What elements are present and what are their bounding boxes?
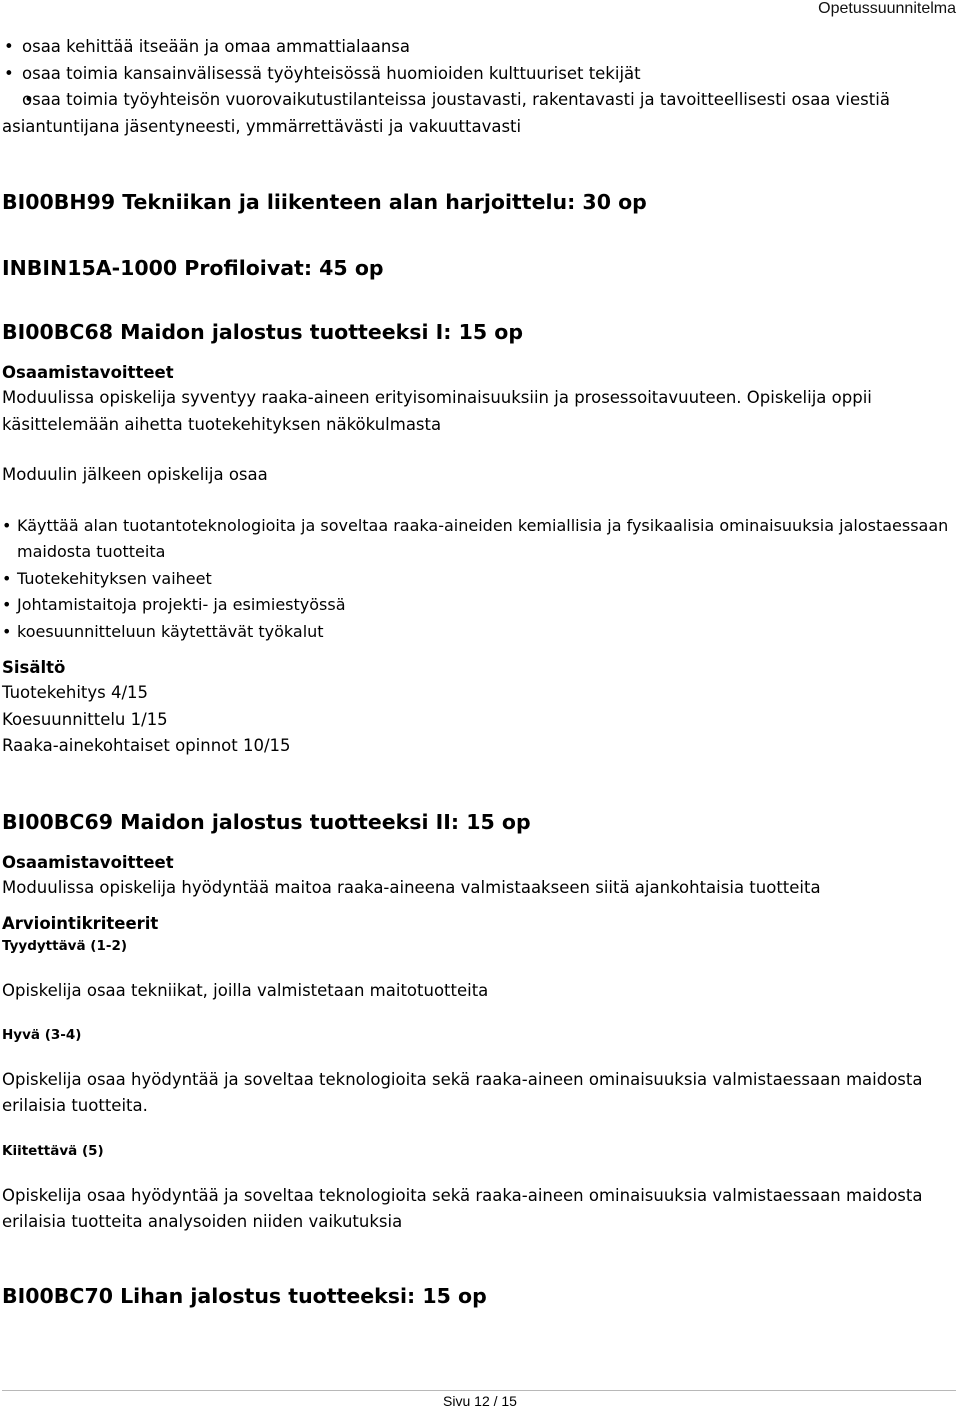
page-number: Sivu 12 / 15 — [443, 1393, 517, 1409]
list-item: • osaa toimia työyhteisön vuorovaikutustilanteissa joustavasti, rakentavasti ja tavoitteellisesti osaa viestiä asiantuntijana jäsentyneesti, ymmärrettävästi ja vakuuttavasti — [2, 87, 952, 140]
section-title-bh99: BI00BH99 Tekniikan ja liikenteen alan harjoittelu: 30 op — [2, 190, 647, 214]
content-line: Tuotekehitys 4/15 — [2, 683, 149, 702]
page-content — [2, 34, 952, 1310]
outcomes-text: Moduulissa opiskelija hyödyntää maitoa raaka-aineena valmistaakseen siitä ajankohtaisia tuotteita — [2, 877, 821, 897]
after-module-text: Moduulin jälkeen opiskelija osaa — [2, 465, 268, 484]
section-title-bc68: BI00BC68 Maidon jalostus tuotteeksi I: 15 op — [2, 320, 524, 344]
list-item: • Tuotekehityksen vaiheet — [2, 566, 952, 593]
content-line: Koesuunnittelu 1/15 — [2, 709, 168, 729]
list-item: • osaa kehittää itseään ja omaa ammattialaansa — [2, 34, 952, 61]
list-item: • koesuunnitteluun käytettävät työkalut — [2, 619, 952, 646]
content-line: Raaka-ainekohtaiset opinnot 10/15 — [2, 736, 291, 755]
list-item: • Johtamistaitoja projekti- ja esimiestyössä — [2, 592, 952, 619]
section-title-bc69: BI00BC69 Maidon jalostus tuotteeksi II: 15 op — [2, 809, 531, 834]
outcomes-heading: Osaamistavoitteet — [2, 363, 174, 382]
section-title-inbin: INBIN15A-1000 Profiloivat: 45 op — [2, 256, 384, 280]
skills-bullet-list — [2, 513, 952, 646]
outcomes-text: Moduulissa opiskelija syventyy raaka-aineen erityisominaisuuksiin ja prosessoitavuuteen. Opiskelija oppii käsittelemään aihetta tuotekehityksen näkökulmasta — [2, 388, 872, 434]
content-heading: Sisältö — [2, 658, 66, 677]
grade-label: Tyydyttävä (1-2) — [2, 938, 128, 954]
footer-divider — [2, 1390, 956, 1391]
grade-text: Opiskelija osaa tekniikat, joilla valmistetaan maitotuotteita — [2, 981, 489, 1000]
criteria-heading: Arviointikriteerit — [2, 914, 159, 933]
grade-label: Kiitettävä (5) — [2, 1142, 104, 1159]
grade-label: Hyvä (3-4) — [2, 1026, 82, 1043]
outcomes-heading: Osaamistavoitteet — [2, 852, 174, 872]
intro-bullet-list — [2, 34, 952, 140]
grade-text: Opiskelija osaa hyödyntää ja soveltaa teknologioita sekä raaka-aineen ominaisuuksia valmistaessaan maidosta erilaisia tuotteita. — [2, 1069, 923, 1115]
list-item: • Käyttää alan tuotantoteknologioita ja soveltaa raaka-aineiden kemiallisia ja fysikaalisia ominaisuuksia jalostaessaan maidosta tuotteita — [2, 513, 952, 566]
section-title-bc70: BI00BC70 Lihan jalostus tuotteeksi: 15 op — [2, 1283, 487, 1308]
grade-text: Opiskelija osaa hyödyntää ja soveltaa teknologioita sekä raaka-aineen ominaisuuksia valmistaessaan maidosta erilaisia tuotteita analysoiden niiden vaikutuksia — [2, 1185, 923, 1231]
list-item: • osaa toimia kansainvälisessä työyhteisössä huomioiden kulttuuriset tekijät — [2, 61, 952, 88]
running-header: Opetussuunnitelma — [818, 0, 956, 17]
